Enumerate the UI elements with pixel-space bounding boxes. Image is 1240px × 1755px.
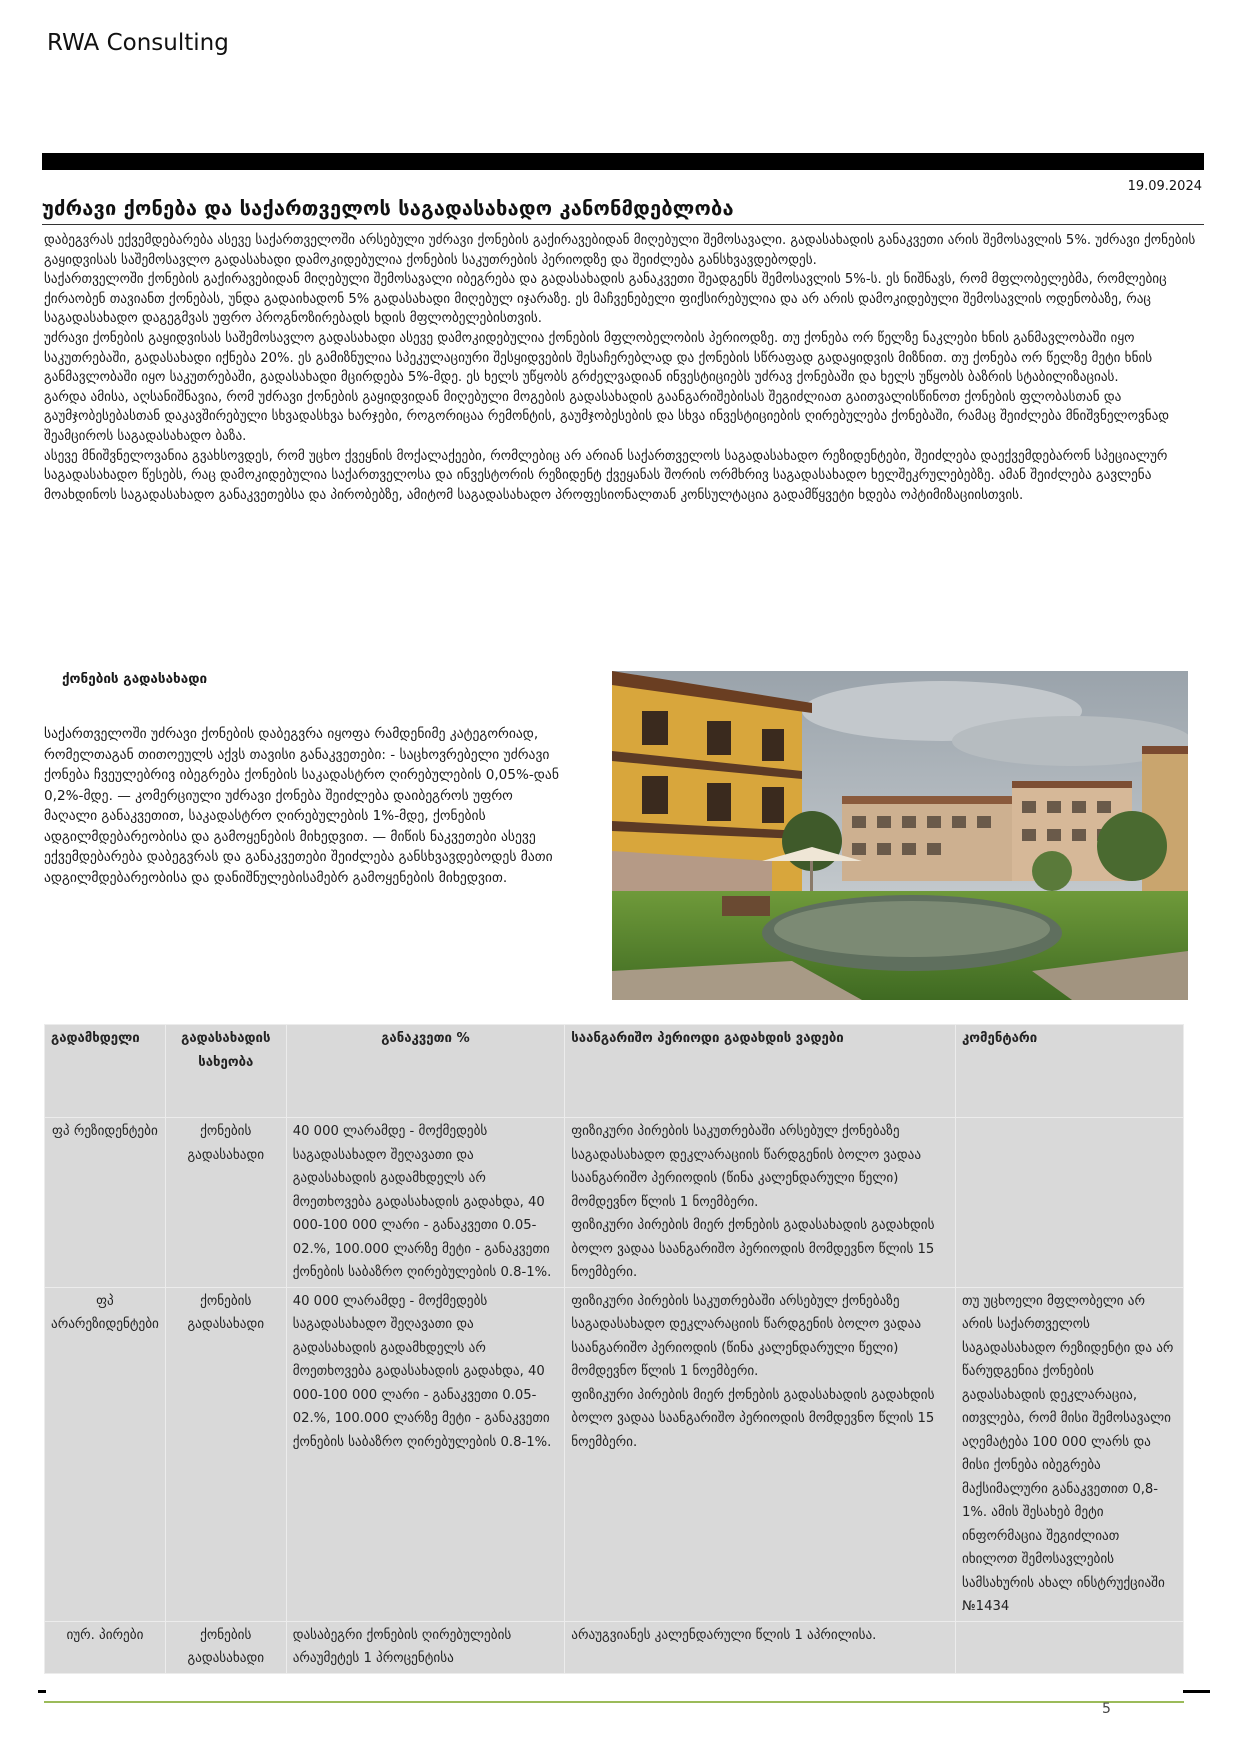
article-paragraph: უძრავი ქონების გაყიდვისას საშემოსავლო გადასახადი ასევე დამოკიდებულია ქონების მფლობელობის პერიოდზე. თუ ქონება ორ წელზე ნაკლები ხნის განმავლობაში იყო საკუთრებაში, გადასახადი იქნება 20%. ეს გამიზნულია სპეკულაციური შესყიდვების შესაჩერებლად და ქონების სწრაფად გადაყიდვის მიზნით. თუ ქონება ორ წელზე მეტი ხნის განმავლობაში იყო საკუთრებაში, გადასახადი მცირდება 5%-მდე. ეს ხელს უწყობს გრძელვადიან ინვესტიციებს უძრავ ქონებაში და ხელს უწყობს ბაზრის სტაბილიზაციას.: [44, 330, 1153, 386]
article-paragraph: ასევე მნიშვნელოვანია გვახსოვდეს, რომ უცხო ქვეყნის მოქალაქეები, რომლებიც არ არიან საქართველოს საგადასახადო რეზიდენტები, შეიძლება დაექვემდებარონ სპეციალურ საგადასახადო წესებს, რაც დამოკიდებულია საქართველოსა და ინვესტორის რეზიდენტ ქვეყანას შორის ორმხრივ საგადასახადო ხელშეკრულებებზე. ამან შეიძლება გავლენა მოახდინოს საგადასახადო განაკვეთებსა და პირობებზე, ამიტომ საგადასახადო პროფესიონალთან კონსულტაცია გადამწყვეტი ხდება ოპტიმიზაციისთვის.: [44, 448, 1168, 503]
column-header-payer: გადამხდელი: [45, 1025, 166, 1118]
cell-comment: [955, 1621, 1183, 1673]
article-paragraph: გარდა ამისა, აღსანიშნავია, რომ უძრავი ქონების გაყიდვიდან მიღებული მოგების გადასახადის გაანგარიშებისას შეგიძლიათ გაითვალისწინოთ ქონების ფლობასთან და გაუმჯობესებასთან დაკავშირებული სხვადასხვა ხარჯები, როგორიცაა რემონტის, გაუმჯობესების და სხვა ინვესტიციების ღირებულება ქონებაში, რამაც შეიძლება მნიშვნელოვნად შეამციროს საგადასახადო ბაზა.: [44, 389, 1170, 444]
cell-rate: 40 000 ლარამდე - მოქმედებს საგადასახადო შეღავათი და გადასახადის გადამხდელს არ მოეთხოვება გადასახადის გადახდა, 40 000-100 000 ლარი - განაკვეთი 0.05-02.%, 100.000 ლარზე მეტი - განაკვეთი ქონების საბაზრო ღირებულების 0.8-1%.: [286, 1118, 565, 1288]
article-body: [44, 231, 1204, 505]
footer-rule-right: [1183, 1690, 1210, 1693]
cell-rate: 40 000 ლარამდე - მოქმედებს საგადასახადო შეღავათი და გადასახადის გადამხდელს არ მოეთხოვება გადასახადის გადახდა, 40 000-100 000 ლარი - განაკვეთი 0.05-02.%, 100.000 ლარზე მეტი - განაკვეთი ქონების საბაზრო ღირებულების 0.8-1%.: [286, 1287, 565, 1621]
footer-rule-left: [38, 1690, 46, 1693]
cell-comment: [955, 1118, 1183, 1288]
table-row: [45, 1621, 1184, 1673]
cell-rate: დასაბეგრი ქონების ღირებულების არაუმეტეს 1 პროცენტისა: [286, 1621, 565, 1673]
tax-rates-table: [44, 1024, 1184, 1674]
company-name: RWA Consulting: [47, 30, 229, 56]
table-bottom-accent: [44, 1701, 1184, 1703]
cell-period: ფიზიკური პირების საკუთრებაში არსებულ ქონებაზე საგადასახადო დეკლარაციის წარდგენის ბოლო ვადაა საანგარიშო პერიოდის (წინა კალენდარული წელი) მომდევნო წლის 1 ნოემბერი. ფიზიკური პირების მიერ ქონების გადასახადის გადახდის ბოლო ვადაა საანგარიშო პერიოდის მომდევნო წლის 15 ნოემბერი.: [565, 1287, 956, 1621]
document-title: უძრავი ქონება და საქართველოს საგადასახადო კანონმდებლობა: [42, 196, 734, 220]
document-date: 19.09.2024: [1127, 179, 1202, 194]
header-bar: [42, 153, 1204, 170]
article-paragraph: საქართველოში ქონების გაქირავებიდან მიღებული შემოსავალი იბეგრება და გადასახადის განაკვეთი შეადგენს შემოსავლის 5%-ს. ეს ნიშნავს, რომ მფლობელებმა, რომლებიც ქირაობენ თავიანთ ქონებას, უნდა გადაიხადონ 5% გადასახადი მიღებულ იჯარაზე. ეს მაჩვენებელი ფიქსირებულია და არ არის დამოკიდებული შემოსავლის ოდენობაზე, რაც საგადასახადო დაგეგმვას უფრო პროგნოზირებადს ხდის მფლობელებისთვის.: [44, 272, 1167, 327]
cell-payer: იურ. პირები: [45, 1621, 166, 1673]
section-heading: ქონების გადასახადი: [62, 671, 208, 687]
section-text: საქართველოში უძრავი ქონების დაბეგვრა იყოფა რამდენიმე კატეგორიად, რომელთაგან თითოეულს აქვს თავისი განაკვეთები: - საცხოვრებელი უძრავი ქონება ჩვეულებრივ იბეგრება ქონების საკადასტრო ღირებულების 0,05%-დან 0,2%-მდე. — კომერციული უძრავი ქონება შეიძლება დაიბეგროს უფრო მაღალი განაკვეთით, საკადასტრო ღირებულების 1%-მდე, ქონების ადგილმდებარეობისა და გამოყენების მიხედვით. — მიწის ნაკვეთები ასევე ექვემდებარება დაბეგვრას და განაკვეთები შეიძლება განსხვავდებოდეს მათი ადგილმდებარეობისა და დანიშნულებისამებრ გამოყენების მიხედვით.: [44, 726, 559, 886]
column-header-rate: განაკვეთი %: [286, 1025, 565, 1118]
cell-period: არაუგვიანეს კალენდარული წლის 1 აპრილისა.: [565, 1621, 956, 1673]
column-header-period: საანგარიშო პერიოდი გადახდის ვადები: [565, 1025, 956, 1118]
cell-tax-type: ქონების გადასახადი: [165, 1621, 286, 1673]
cell-tax-type: ქონების გადასახადი: [165, 1118, 286, 1288]
column-header-tax-type: გადასახადის სახეობა: [165, 1025, 286, 1118]
table-header-row: [45, 1025, 1184, 1118]
title-divider: [42, 224, 1204, 225]
table-row: [45, 1287, 1184, 1621]
page-number: 5: [1102, 1701, 1111, 1717]
table-row: [45, 1118, 1184, 1288]
article-paragraph: დაბეგვრას ექვემდებარება ასევე საქართველოში არსებული უძრავი ქონების გაქირავებიდან მიღებული შემოსავალი. გადასახადის განაკვეთი არის შემოსავლის 5%. უძრავი ქონების გაყიდვისას საშემოსავლო გადასახადი დამოკიდებულია ქონების საკუთრების პერიოდზე და შეიძლება განსხვავდებოდეს.: [44, 233, 1196, 268]
property-photo: [612, 671, 1188, 1000]
cell-comment: თუ უცხოელი მფლობელი არ არის საქართველოს საგადასახადო რეზიდენტი და არ წარუდგენია ქონების გადასახადის დეკლარაცია, ითვლება, რომ მისი შემოსავალი აღემატება 100 000 ლარს და მისი ქონება იბეგრება მაქსიმალური განაკვეთით 0,8-1%. ამის შესახებ მეტი ინფორმაცია შეგიძლიათ იხილოთ შემოსავლების სამსახურის ახალ ინსტრუქციაში №1434: [955, 1287, 1183, 1621]
cell-period: ფიზიკური პირების საკუთრებაში არსებულ ქონებაზე საგადასახადო დეკლარაციის წარდგენის ბოლო ვადაა საანგარიშო პერიოდის (წინა კალენდარული წელი) მომდევნო წლის 1 ნოემბერი. ფიზიკური პირების მიერ ქონების გადასახადის გადახდის ბოლო ვადაა საანგარიშო პერიოდის მომდევნო წლის 15 ნოემბერი.: [565, 1118, 956, 1288]
cell-tax-type: ქონების გადასახადი: [165, 1287, 286, 1621]
column-header-comment: კომენტარი: [955, 1025, 1183, 1118]
cell-payer: ფპ არარეზიდენტები: [45, 1287, 166, 1621]
cell-payer: ფპ რეზიდენტები: [45, 1118, 166, 1288]
